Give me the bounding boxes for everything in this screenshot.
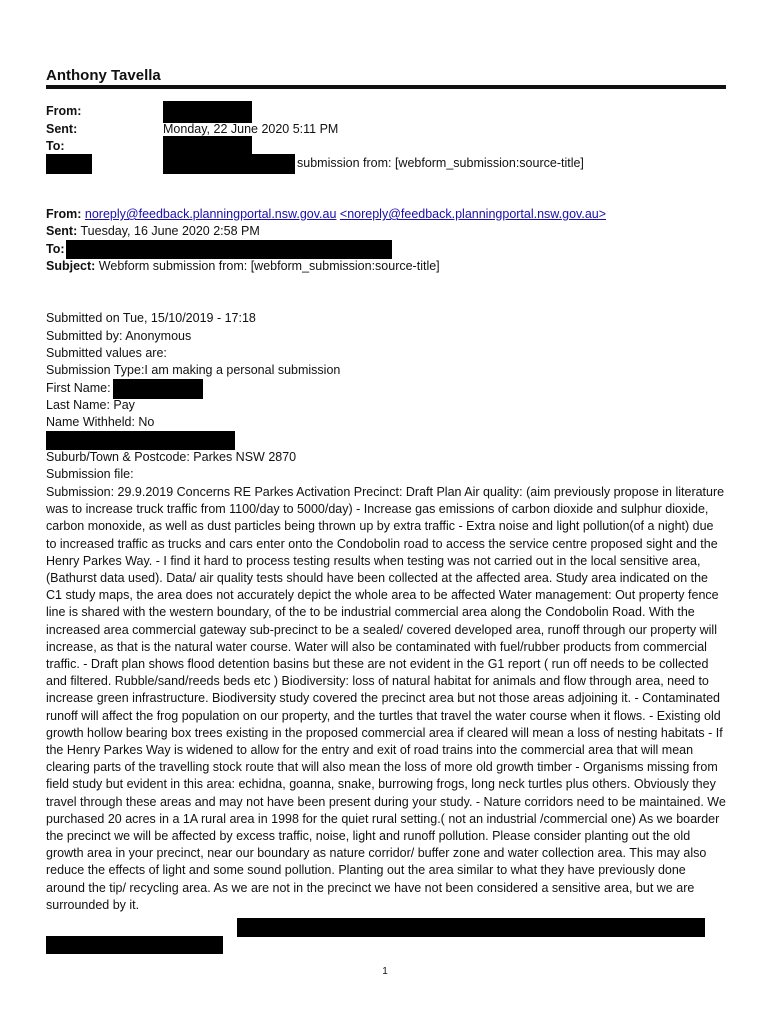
fwd-from-label: From: xyxy=(46,207,82,221)
redacted-fwd-to xyxy=(66,240,392,259)
fwd-to-label: To: xyxy=(46,242,65,256)
fwd-subject-line xyxy=(46,259,440,273)
sent-label: Sent: xyxy=(46,122,78,136)
fwd-sent-line xyxy=(46,224,260,238)
header-divider xyxy=(46,85,726,89)
first-name: First Name: xyxy=(46,381,111,395)
page-number: 1 xyxy=(382,966,388,977)
fwd-sent-value: Tuesday, 16 June 2020 2:58 PM xyxy=(80,224,260,238)
submitted-by: Submitted by: Anonymous xyxy=(46,329,192,343)
redacted-from xyxy=(163,101,252,123)
fwd-from-email-link[interactable]: noreply@feedback.planningportal.nsw.gov.au xyxy=(84,207,337,221)
fwd-to-line xyxy=(46,242,65,256)
redacted-subject-label xyxy=(46,154,92,174)
fwd-subject-value: Webform submission from: [webform_submission:source-title] xyxy=(98,259,440,273)
sent-value: Monday, 22 June 2020 5:11 PM xyxy=(163,122,339,136)
redacted-tail xyxy=(237,918,705,937)
redacted-to xyxy=(163,136,252,154)
fwd-sent-label: Sent: xyxy=(46,224,78,238)
suburb-postcode: Suburb/Town & Postcode: Parkes NSW 2870 xyxy=(46,450,297,464)
submitted-values-heading: Submitted values are: xyxy=(46,346,167,360)
submission-file: Submission file: xyxy=(46,467,134,481)
subject-value: submission from: [webform_submission:source-title] xyxy=(297,156,584,170)
submitted-on: Submitted on Tue, 15/10/2019 - 17:18 xyxy=(46,311,256,325)
from-label: From: xyxy=(46,104,82,118)
redacted-line xyxy=(46,431,235,450)
redacted-subject-prefix xyxy=(163,154,295,174)
submission-type: Submission Type:I am making a personal submission xyxy=(46,363,341,377)
sender-name: Anthony Tavella xyxy=(46,67,161,84)
redacted-tail-2 xyxy=(46,936,223,954)
fwd-from-line xyxy=(46,207,606,221)
fwd-from-email-angle-link[interactable]: <noreply@feedback.planningportal.nsw.gov.au> xyxy=(339,207,607,221)
name-withheld: Name Withheld: No xyxy=(46,415,155,429)
redacted-first-name xyxy=(113,379,203,399)
fwd-subject-label: Subject: xyxy=(46,259,96,273)
to-label: To: xyxy=(46,139,65,153)
last-name: Last Name: Pay xyxy=(46,398,135,412)
submission-body: Submission: 29.9.2019 Concerns RE Parkes Activation Precinct: Draft Plan Air quality: (aim previously propose in literature was to increase truck traffic from 1100/day to 5000/day) - Increase gas emissions of carbon dioxide and sulphur dioxide, carbon monoxide, as well as dust particles being thrown up by extra traffic - Extra noise and light pollution(of a night) due to increased traffic as trucks and cars enter onto the Condobolin road to access the service centre proposed sight and the Henry Parkes Way. - I find it hard to process testing results when testing was not carried out in the local sensitive area, (Bathurst data used). Data/ air quality tests should have been collected at the affected area. Study area indicated on the C1 study maps, the area does not accurately depict the whole area to be affected Water management: Out property fence line is shared with the western boundary, of the to be industrial commercial area along the Condobolin Road. With the increased area commercial gateway sub-precinct to be a sealed/ covered developed area, runoff through our property will increase, as that is the natural water course. Water will also be contaminated with fuel/rubber products from commercial traffic. - Draft plan shows flood detention basins but these are not evident in the G1 report ( run off needs to be collected and filtered. Rubble/sand/reeds beds etc ) Biodiversity: loss of natural habitat for animals and flow through area, need to increase green infrastructure. Biodiversity study covered the precinct area but not those areas adjoining it. - Contaminated runoff will affect the frog population on our property, and the turtles that travel the water course when it flows. - Existing old growth hollow bearing box trees existing in the proposed commercial area if cleared will mean a loss of nesting habitats - If the Henry Parkes Way is widened to allow for the entry and exit of road trains into the commercial area that will mean clearing parts of the travelling stock route that will also mean the loss of more old growth timber - Organisms missing from field study but evident in this area: echidna, goanna, snake, burrowing frogs, long neck turtles plus others. Obviously they travel through these areas and may not have been present during your study. - Nature corridors need to be maintained. We purchased 20 acres in a 1A rural area in 1998 for the quiet rural setting.( not an industrial /commercial one) As we boarder the precinct we will be affected by excess traffic, noise, light and runoff pollution. Please consider planting out the old growth area in your precinct, near our boundary as nature corridor/ buffer zone and water collection area. This may also reduce the effects of light and some sound pollution. Planting out the area similar to what they have previously done around the tip/ recycling area. As we are not in the precinct we have not been considered a sensitive area, but we are surrounded by it. xyxy=(46,485,726,912)
